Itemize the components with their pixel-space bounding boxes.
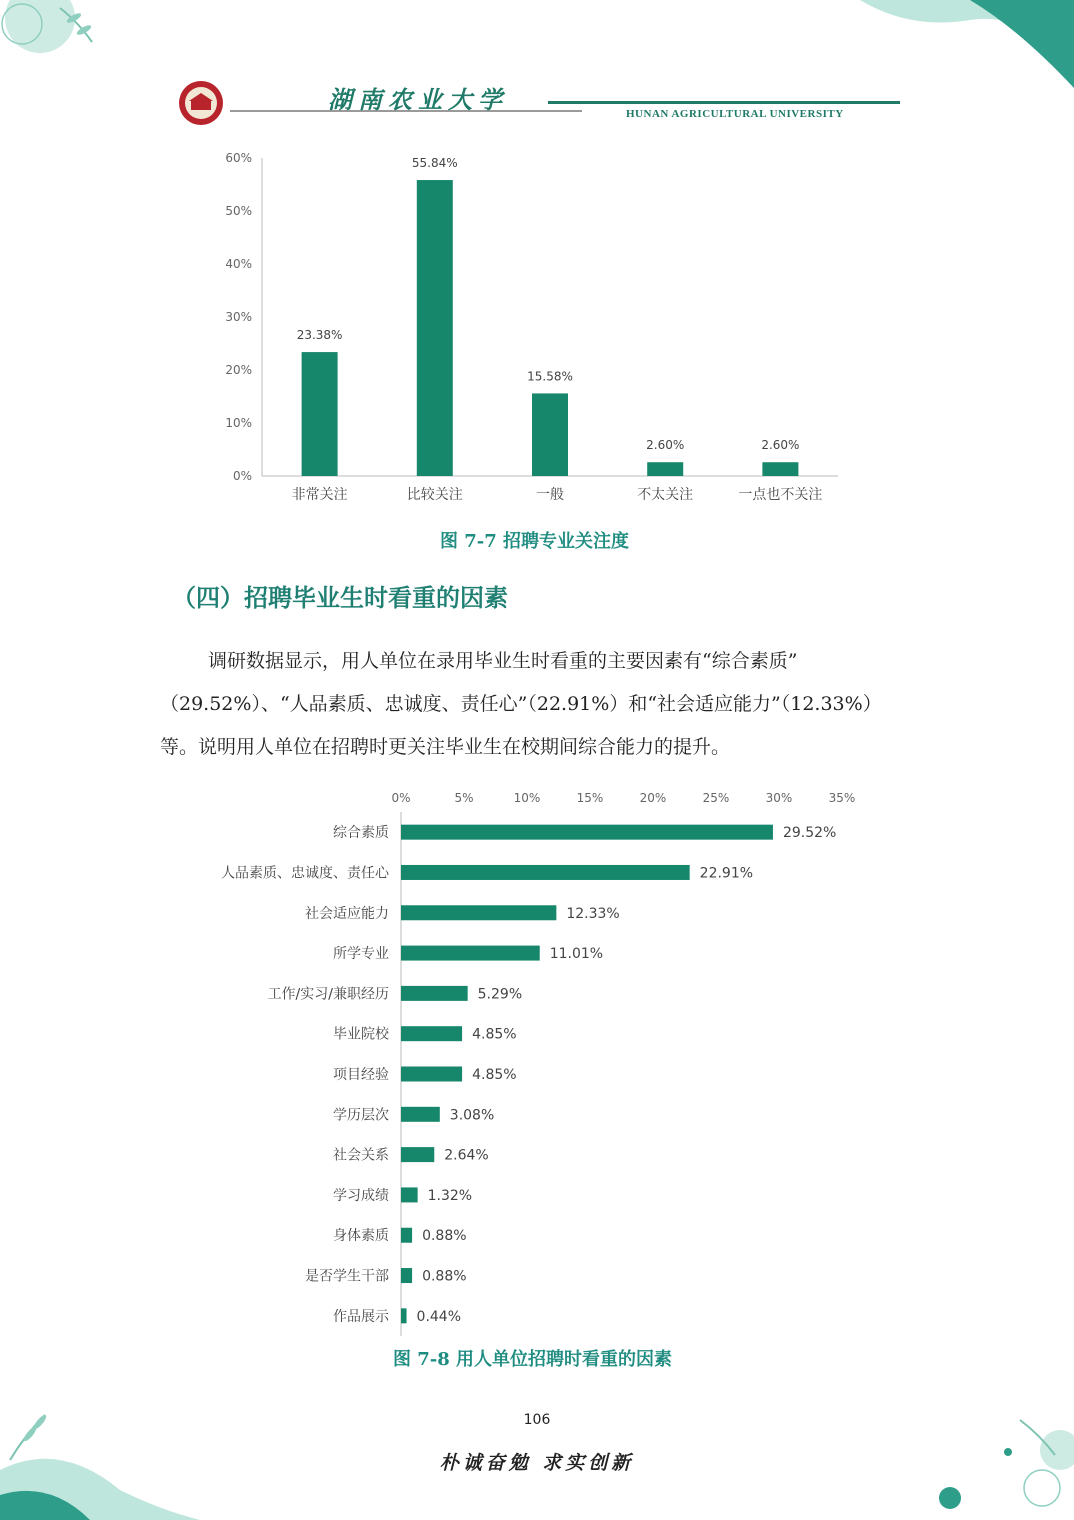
university-name-cn: 湖南农业大学	[328, 85, 508, 114]
y-tick-label: 30%	[225, 310, 252, 324]
x-category-label: 非常关注	[291, 487, 348, 503]
bar	[401, 1308, 407, 1323]
x-tick-label: 20%	[639, 791, 667, 805]
x-tick-label: 15%	[576, 791, 604, 805]
y-category-label: 身体素质	[333, 1228, 389, 1245]
bar-value-label: 3.08%	[449, 1107, 495, 1124]
chart-recruitment-factors	[0, 780, 1074, 1340]
x-tick-label: 0%	[391, 791, 411, 805]
bar	[417, 180, 453, 476]
y-tick-label: 50%	[225, 204, 252, 218]
bar	[401, 1026, 462, 1041]
bar-value-label: 4.85%	[472, 1067, 517, 1083]
bar-value-label: 2.64%	[444, 1147, 489, 1164]
y-category-label: 是否学生干部	[305, 1268, 389, 1285]
bar	[401, 1228, 412, 1243]
bar-value-label: 29.52%	[782, 825, 837, 842]
bar-value-label: 2.60%	[761, 438, 800, 453]
y-tick-label: 20%	[225, 363, 252, 377]
chart-major-attention	[0, 140, 1074, 520]
bar-value-label: 12.33%	[566, 905, 620, 922]
bar	[401, 1187, 418, 1202]
bar-value-label: 4.85%	[472, 1026, 517, 1043]
header-rule-green	[548, 101, 900, 104]
y-category-label: 学习成绩	[333, 1187, 389, 1204]
y-category-label: 毕业院校	[333, 1026, 389, 1043]
y-category-label: 所学专业	[333, 946, 389, 963]
bar	[401, 986, 468, 1001]
bar	[401, 865, 690, 880]
x-tick-label: 10%	[513, 791, 541, 805]
bar-value-label: 0.88%	[422, 1268, 467, 1285]
bar-value-label: 55.84%	[411, 156, 458, 171]
corner-decoration-top-left	[0, 0, 110, 60]
university-seal-icon	[178, 80, 224, 126]
bar-value-label: 5.29%	[477, 986, 523, 1003]
bar	[401, 825, 773, 840]
bar-value-label: 0.44%	[416, 1308, 462, 1325]
paragraph-line: 等。说明用人单位在招聘时更关注毕业生在校期间综合能力的提升。	[160, 736, 731, 758]
y-tick-label: 40%	[225, 257, 252, 271]
y-category-label: 社会关系	[333, 1147, 389, 1164]
section-title: （四）招聘毕业生时看重的因素	[172, 584, 508, 612]
y-category-label: 项目经验	[333, 1067, 389, 1083]
bar-value-label: 0.88%	[422, 1228, 467, 1245]
y-category-label: 学历层次	[333, 1107, 389, 1124]
x-category-label: 一般	[536, 487, 564, 503]
university-name-en: HUNAN AGRICULTURAL UNIVERSITY	[626, 108, 844, 120]
x-tick-label: 25%	[702, 791, 730, 805]
bar	[401, 1268, 412, 1283]
y-tick-label: 0%	[232, 469, 252, 483]
y-category-label: 社会适应能力	[305, 905, 389, 922]
paragraph	[160, 640, 920, 769]
bar	[762, 462, 798, 476]
bar-value-label: 2.60%	[646, 438, 685, 453]
x-category-label: 不太关注	[637, 487, 694, 503]
bar-value-label: 23.38%	[296, 328, 343, 343]
y-category-label: 综合素质	[333, 825, 389, 842]
bar	[647, 462, 683, 476]
x-tick-label: 5%	[454, 791, 474, 805]
bar	[401, 1107, 440, 1122]
x-tick-label: 30%	[765, 791, 793, 805]
bar-value-label: 11.01%	[549, 946, 604, 963]
x-category-label: 一点也不关注	[738, 487, 823, 503]
bar-value-label: 1.32%	[427, 1187, 473, 1204]
paragraph-line: （29.52%）、“人品素质、忠诚度、责任心”（22.91%）和“社会适应能力”（12.33%）	[160, 693, 882, 715]
bar	[401, 1147, 434, 1162]
bar	[532, 393, 568, 476]
bar	[401, 905, 556, 920]
corner-decoration-top-right	[850, 0, 1074, 90]
y-tick-label: 10%	[225, 416, 252, 430]
y-tick-label: 60%	[225, 151, 252, 165]
bar	[401, 946, 540, 961]
y-category-label: 人品素质、忠诚度、责任心	[221, 865, 389, 882]
page-number: 106	[523, 1412, 551, 1428]
y-category-label: 工作/实习/兼职经历	[267, 986, 389, 1003]
x-tick-label: 35%	[828, 791, 856, 805]
paragraph-line: 调研数据显示，用人单位在录用毕业生时看重的主要因素有“综合素质”	[208, 650, 798, 672]
chart1-caption: 图 7-7 招聘专业关注度	[440, 531, 630, 552]
bar-value-label: 22.91%	[699, 865, 754, 882]
footer-motto: 朴诚奋勉 求实创新	[439, 1452, 635, 1474]
x-category-label: 比较关注	[406, 487, 463, 503]
y-category-label: 作品展示	[333, 1308, 389, 1325]
bar-value-label: 15.58%	[527, 369, 573, 384]
chart2-caption: 图 7-8 用人单位招聘时看重的因素	[393, 1349, 673, 1370]
bar	[401, 1067, 462, 1082]
bar	[302, 352, 338, 476]
